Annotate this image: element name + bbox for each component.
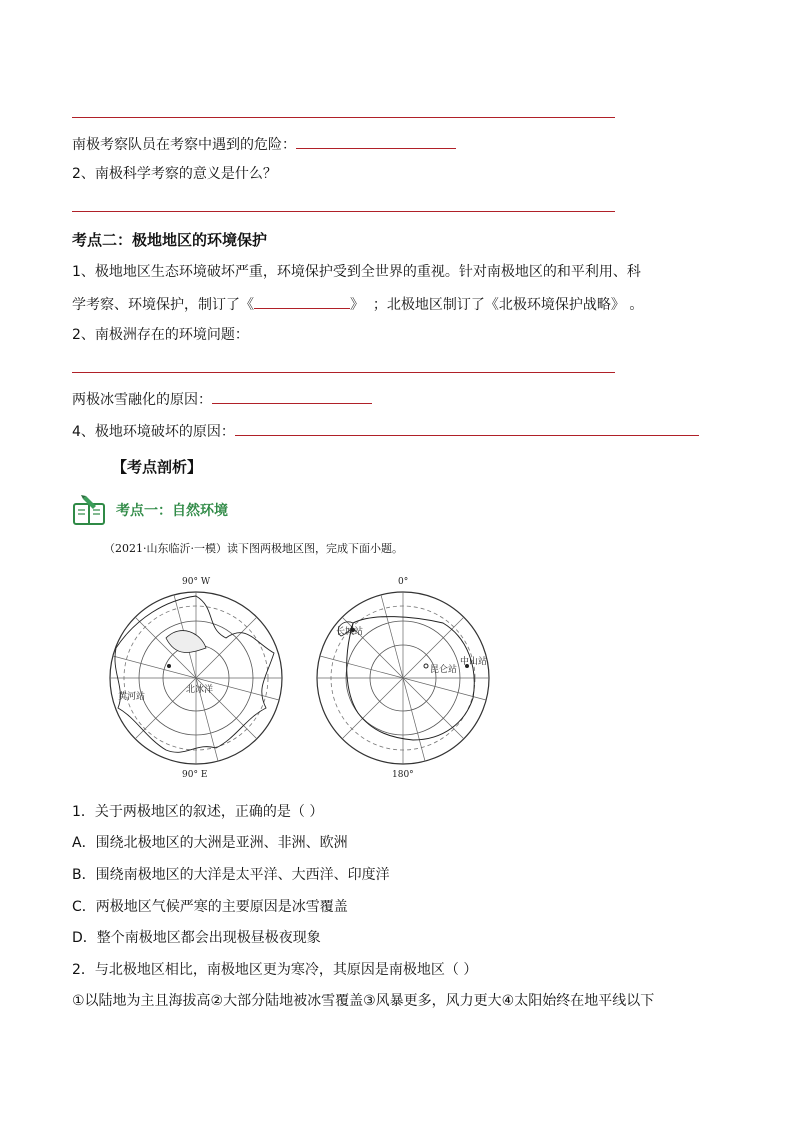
south-map-station2: 中山站	[460, 657, 488, 667]
answer-line-3	[72, 372, 615, 373]
risk-label: 南极考察队员在考察中遇到的危险：	[72, 137, 296, 153]
question-2: 2、南极科学考察的意义是什么？	[72, 166, 277, 182]
treaty-close: 》	[350, 297, 364, 313]
answer-line-2	[72, 211, 615, 212]
north-map-bottom-label: 90° E	[182, 770, 208, 780]
treaty-open: 《	[240, 297, 254, 313]
south-map-station1: 长城站	[336, 627, 364, 637]
risk-blank	[296, 134, 456, 149]
question-2b: 2．与北极地区相比，南极地区更为寒冷，其原因是南极地区（ ）	[72, 962, 478, 978]
melt-label: 两极冰雪融化的原因：	[72, 392, 212, 408]
option-b: B．围绕南极地区的大洋是太平洋、大西洋、印度洋	[72, 867, 390, 883]
question-1: 1．关于两极地区的叙述，正确的是（ ）	[72, 804, 324, 820]
para1-line2	[72, 294, 643, 314]
point2-title: 考点二：极地地区的环境保护	[72, 231, 268, 249]
para1-line2-a: 学考察、环境保护，制订了	[72, 297, 240, 313]
question-2b-options: ①以陆地为主且海拔高②大部分陆地被冰雪覆盖③风暴更多，风力更大④太阳始终在地平线以下	[72, 993, 655, 1009]
para4-line	[72, 421, 699, 441]
source-line: （2021·山东临沂·一模）读下图两极地区图，完成下面小题。	[104, 542, 403, 555]
south-map-station3: 昆仑站	[430, 665, 458, 675]
north-map-station: 黄河站	[118, 692, 146, 702]
option-c: C．两极地区气候严寒的主要原因是冰雪覆盖	[72, 899, 348, 915]
south-pole-map	[310, 572, 500, 782]
south-map-top-label: 0°	[398, 577, 409, 587]
treaty-blank	[254, 294, 350, 309]
option-d: D．整个南极地区都会出现极昼极夜现象	[72, 930, 321, 946]
north-pole-map	[106, 572, 286, 782]
risk-line	[72, 134, 456, 154]
para4-label: 4、极地环境破坏的原因：	[72, 424, 235, 440]
para1-line2-b: ；北极地区制订了《北极环境保护战略》 。	[372, 297, 644, 313]
para2: 2、南极洲存在的环境问题：	[72, 327, 249, 343]
para4-blank	[235, 421, 699, 436]
melt-blank	[212, 389, 372, 404]
point1-title: 考点一：自然环境	[116, 503, 228, 519]
answer-line-1	[72, 117, 615, 118]
melt-line	[72, 389, 372, 409]
south-map-bottom-label: 180°	[392, 770, 414, 780]
option-a: A．围绕北极地区的大洲是亚洲、非洲、欧洲	[72, 835, 348, 851]
analysis-title: 【考点剖析】	[112, 458, 203, 476]
para1-line1: 1、极地地区生态环境破坏严重，环境保护受到全世界的重视。针对南极地区的和平利用、科	[72, 264, 641, 280]
north-map-top-label: 90° W	[182, 577, 211, 587]
book-pencil-icon	[72, 492, 106, 526]
north-map-ocean: 北冰洋	[186, 685, 214, 695]
